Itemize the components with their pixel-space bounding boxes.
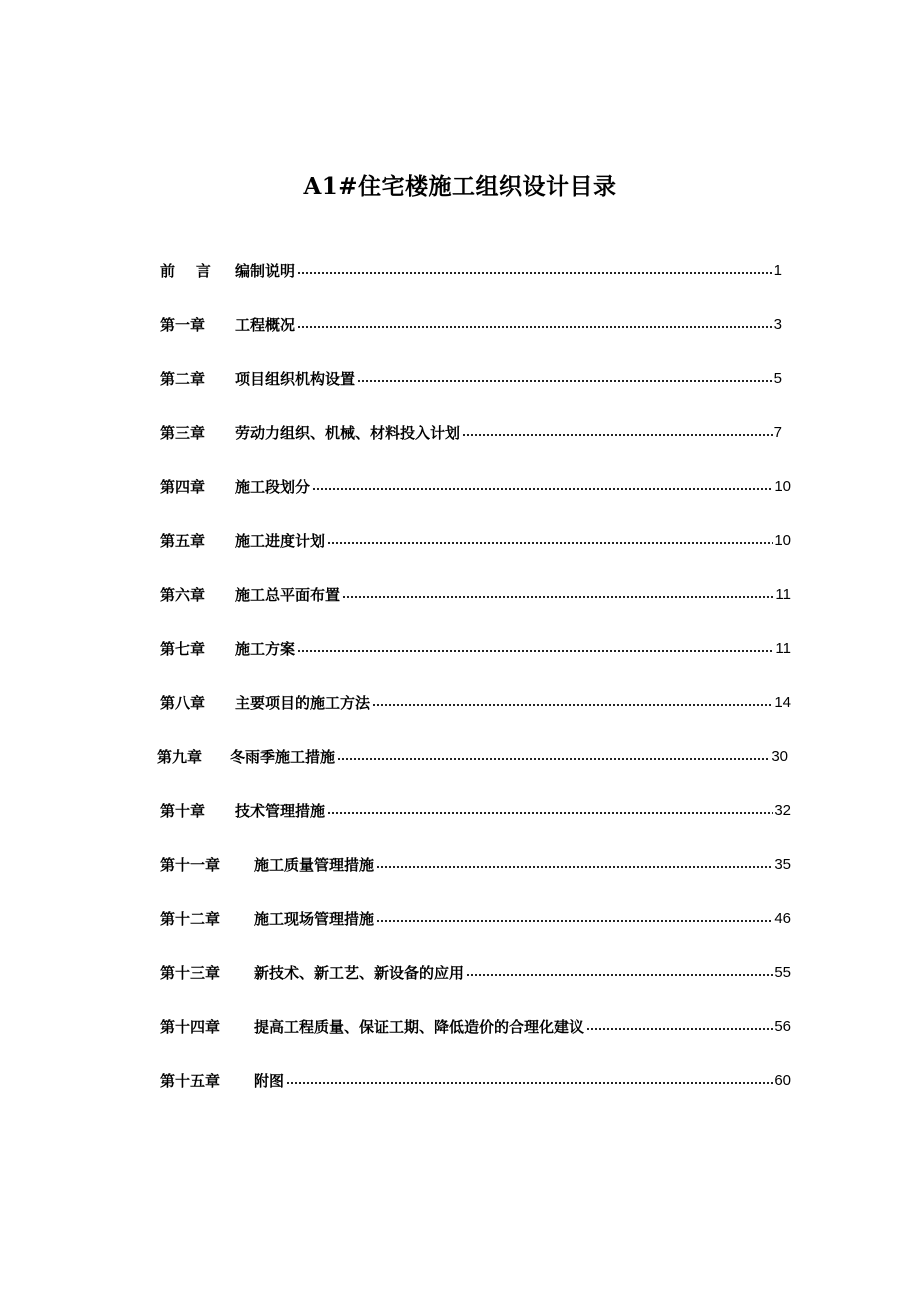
- toc-entry[interactable]: [160, 365, 782, 389]
- toc-page-number: 3: [773, 316, 782, 333]
- toc-heading: 主要项目的施工方法: [235, 694, 371, 712]
- toc-chapter-label: 第十三章: [160, 964, 221, 982]
- toc-chapter-label: 第十四章: [160, 1018, 221, 1036]
- toc-chapter-label: 第三章: [160, 424, 206, 442]
- toc-entry[interactable]: [160, 1067, 791, 1091]
- toc-page-number: 60: [774, 1072, 791, 1089]
- toc-chapter-label: 前 言: [160, 262, 211, 280]
- toc-entry[interactable]: [157, 743, 788, 767]
- toc-chapter-label: 第七章: [160, 640, 206, 658]
- toc-heading: 施工质量管理措施: [254, 856, 375, 874]
- toc-dot-leader: [342, 596, 774, 598]
- toc-dot-leader: [372, 704, 773, 706]
- toc-page-number: 14: [774, 694, 791, 711]
- toc-page-number: 35: [774, 856, 791, 873]
- toc-heading: 技术管理措施: [235, 802, 326, 820]
- toc-heading: 新技术、新工艺、新设备的应用: [254, 964, 465, 982]
- toc-dot-leader: [312, 488, 773, 490]
- toc-heading: 施工段划分: [235, 478, 311, 496]
- toc-entry[interactable]: [160, 635, 791, 659]
- toc-page-number: 11: [775, 586, 791, 603]
- toc-chapter-label: 第十一章: [160, 856, 221, 874]
- toc-dot-leader: [466, 974, 773, 976]
- toc-page-number: 32: [774, 802, 791, 819]
- toc-heading: 施工进度计划: [235, 532, 326, 550]
- toc-page-number: 55: [774, 964, 791, 981]
- toc-entry[interactable]: [160, 1013, 791, 1037]
- toc-dot-leader: [286, 1082, 773, 1084]
- toc-heading: 编制说明: [235, 262, 296, 280]
- toc-chapter-label: 第一章: [160, 316, 206, 334]
- toc-page-number: 30: [771, 748, 788, 765]
- toc-dot-leader: [327, 542, 773, 544]
- toc-entry[interactable]: [160, 797, 791, 821]
- toc-page-number: 5: [773, 370, 782, 387]
- toc-heading: 施工总平面布置: [235, 586, 341, 604]
- toc-dot-leader: [462, 434, 773, 436]
- toc-heading: 施工方案: [235, 640, 296, 658]
- toc-dot-leader: [297, 326, 773, 328]
- toc-dot-leader: [327, 812, 773, 814]
- toc-dot-leader: [586, 1028, 773, 1030]
- toc-chapter-label: 第十二章: [160, 910, 221, 928]
- toc-chapter-label: 第五章: [160, 532, 206, 550]
- toc-entry[interactable]: [160, 473, 791, 497]
- toc-chapter-label: 第八章: [160, 694, 206, 712]
- toc-page-number: 1: [773, 262, 782, 279]
- toc-entry[interactable]: [160, 689, 791, 713]
- toc-dot-leader: [376, 866, 773, 868]
- toc-heading: 项目组织机构设置: [235, 370, 356, 388]
- toc-page-number: 10: [774, 478, 791, 495]
- toc-entry[interactable]: [160, 959, 791, 983]
- toc-heading: 冬雨季施工措施: [230, 748, 336, 766]
- page-title: A1#住宅楼施工组织设计目录: [303, 173, 617, 200]
- toc-page-number: 10: [774, 532, 791, 549]
- toc-heading: 附图: [254, 1072, 285, 1090]
- toc-entry[interactable]: [160, 851, 791, 875]
- toc-dot-leader: [376, 920, 773, 922]
- toc-heading: 提高工程质量、保证工期、降低造价的合理化建议: [254, 1018, 585, 1036]
- toc-page-number: 7: [773, 424, 782, 441]
- toc-page-number: 11: [775, 640, 791, 657]
- toc-entry[interactable]: [160, 905, 791, 929]
- toc-heading: 施工现场管理措施: [254, 910, 375, 928]
- toc-chapter-label: 第六章: [160, 586, 206, 604]
- toc-dot-leader: [297, 272, 773, 274]
- toc-dot-leader: [297, 650, 774, 652]
- toc-dot-leader: [337, 758, 770, 760]
- toc-entry[interactable]: [160, 257, 782, 281]
- toc-chapter-label: 第九章: [157, 748, 203, 766]
- toc-entry[interactable]: [160, 311, 782, 335]
- toc-chapter-label: 第十五章: [160, 1072, 221, 1090]
- toc-page-number: 56: [774, 1018, 791, 1035]
- toc-chapter-label: 第十章: [160, 802, 206, 820]
- toc-entry[interactable]: [160, 419, 782, 443]
- toc-chapter-label: 第四章: [160, 478, 206, 496]
- toc-heading: 劳动力组织、机械、材料投入计划: [235, 424, 461, 442]
- toc-heading: 工程概况: [235, 316, 296, 334]
- toc-entry[interactable]: [160, 527, 791, 551]
- toc-dot-leader: [357, 380, 773, 382]
- toc-chapter-label: 第二章: [160, 370, 206, 388]
- toc-page-number: 46: [774, 910, 791, 927]
- toc-entry[interactable]: [160, 581, 791, 605]
